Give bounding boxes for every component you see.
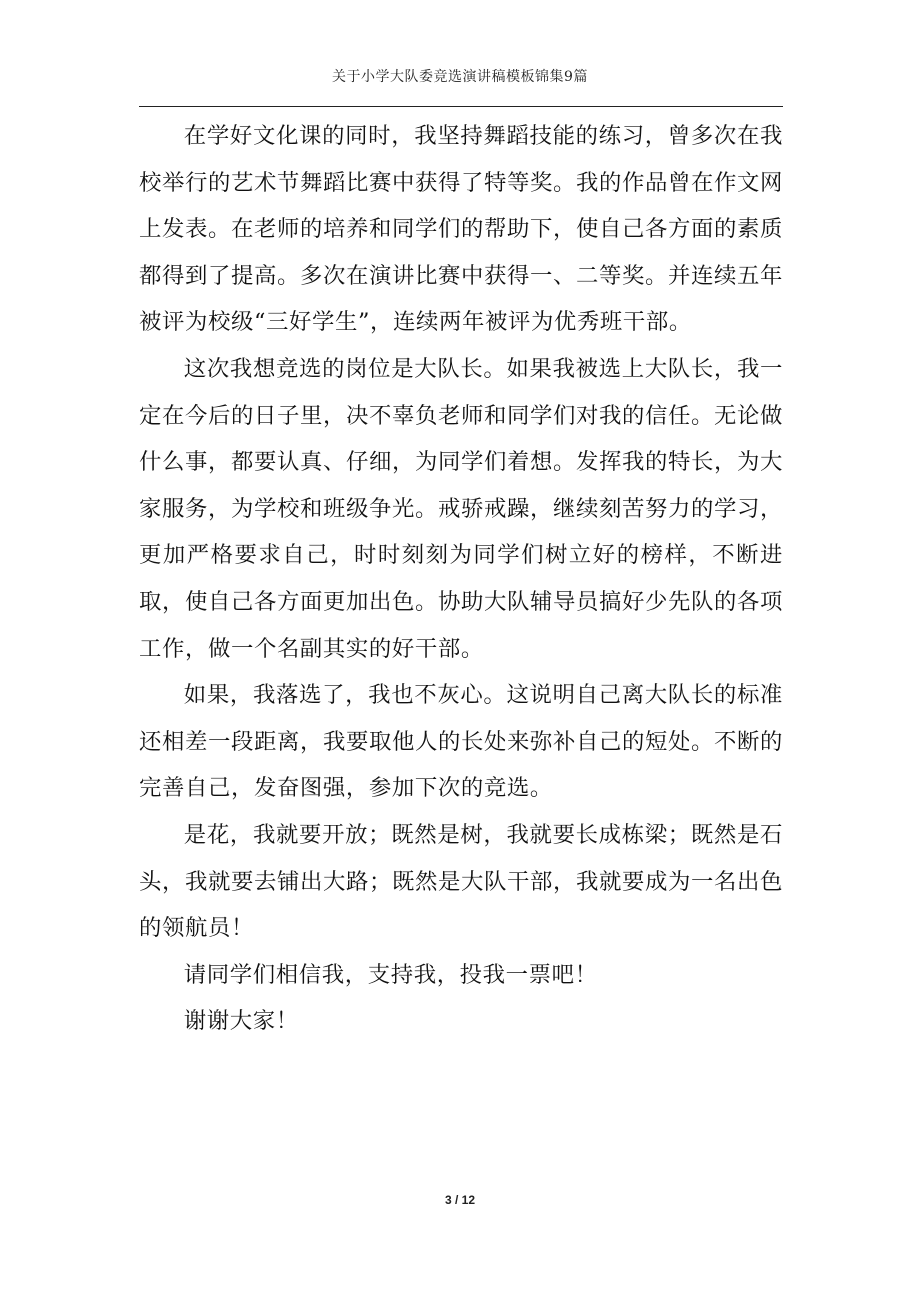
document-body [139,113,783,1045]
paragraph: 谢谢大家！ [183,1008,299,1035]
header-divider [139,106,783,107]
paragraph: 如果，我落选了，我也不灰心。这说明自己离大队长的标准还相差一段距离，我要取他人的长处来弥补自己的短处。不断的完善自己，发奋图强，参加下次的竞选。 [139,682,783,802]
page-number: 3 / 12 [444,1193,476,1207]
paragraph: 请同学们相信我，支持我，投我一票吧！ [183,961,598,988]
paragraph: 在学好文化课的同时，我坚持舞蹈技能的练习，曾多次在我校举行的艺术节舞蹈比赛中获得了特等奖。我的作品曾在作文网上发表。在老师的培养和同学们的帮助下，使自己各方面的素质都得到了提高。多次在演讲比赛中获得一、二等奖。并连续五年被评为校级“三好学生”，连续两年被评为优秀班干部。 [139,123,783,336]
page-header-title: 关于小学大队委竞选演讲稿模板锦集9篇 [332,69,588,85]
paragraph: 这次我想竞选的岗位是大队长。如果我被选上大队长，我一定在今后的日子里，决不辜负老师和同学们对我的信任。无论做什么事，都要认真、仔细，为同学们着想。发挥我的特长，为大家服务，为学校和班级争光。戒骄戒躁，继续刻苦努力的学习，更加严格要求自己，时时刻刻为同学们树立好的榜样，不断进取，使自己各方面更加出色。协助大队辅导员搞好少先队的各项工作，做一个名副其实的好干部。 [139,355,783,662]
paragraph: 是花，我就要开放；既然是树，我就要长成栋梁；既然是石头，我就要去铺出大路；既然是大队干部，我就要成为一名出色的领航员！ [139,821,783,942]
